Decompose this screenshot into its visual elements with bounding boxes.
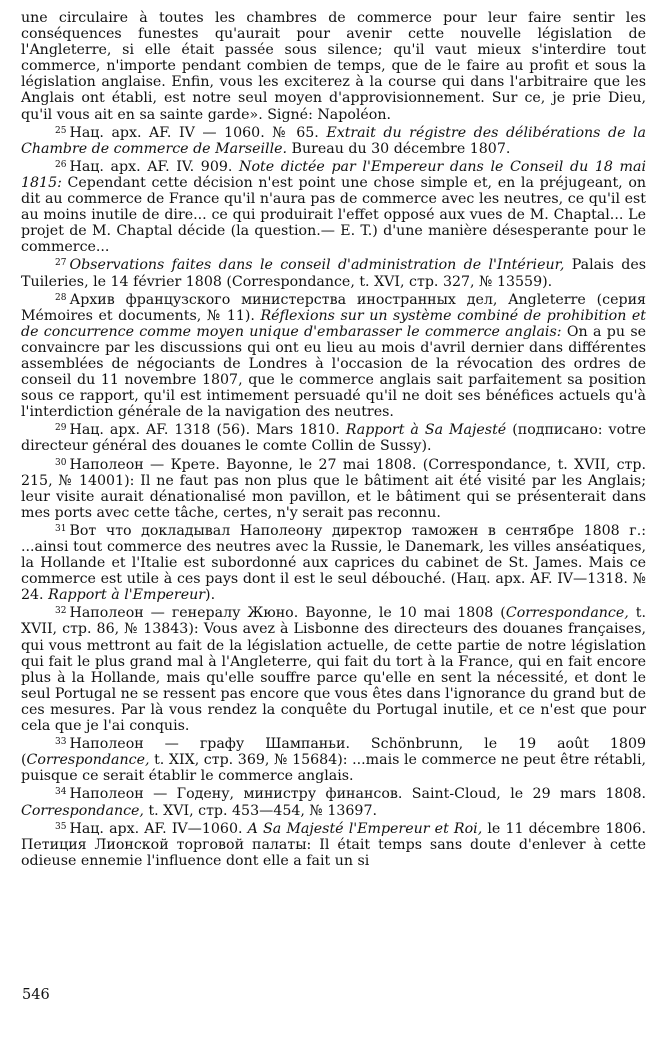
footnote-number: 25	[55, 125, 67, 136]
footnote-italic-text: A Sa Majesté l'Empereur et Roi,	[247, 820, 483, 837]
footnote-italic-text: Extrait du régistre des délibérations de la Chambre de commerce de Marseille.	[21, 124, 646, 157]
footnote-text: On a pu se convaincre par les discussions qui ont eu lieu au mois d'avril dernier dans différentes assemblées de négociants de Londres à l'occasion de la révocation des ordres de conseil du 11 novembre 1807, que le commerce anglais sait parfaitement sa position sous ce rapport, qu'il est intimement persuadé qu'il ne doit ses bénéfices actuels qu'à l'interdiction générale de la navigation des neutres.	[21, 323, 646, 421]
footnote-italic-text: Rapport à Sa Majesté	[345, 422, 507, 439]
footnote-number: 34	[55, 787, 67, 798]
footnote-italic-text: Réflexions sur un système combiné de prohibition et de concurrence comme moyen unique d'embarasser le commerce anglais:	[21, 307, 646, 340]
footnote-32	[21, 603, 646, 734]
footnote-text: Вот что докладывал Наполеону директор таможен в сентябре 1808 г.: ...ainsi tout commerce des neutres avec la Russie, le Danemark, les villes anséatiques, la Hollande et l'Italie est subordonné aux caprices du cabinet de St. James. Mais ce commerce est utile à ces pays dont il est le seul débouché. (Нац. арх. AF. IV—1318. № 24.	[21, 522, 646, 604]
footnote-text: Bureau du 30 décembre 1807.	[287, 140, 511, 157]
footnote-italic-text: Correspondance,	[505, 605, 629, 622]
footnote-26	[21, 157, 646, 256]
footnote-33	[21, 734, 646, 784]
footnote-text: t. XIX, стр. 369, № 15684): ...mais le commerce ne peut être rétabli, puisque ce serait établir le commerce anglais.	[21, 752, 646, 785]
footnote-italic-text: Observations faites dans le conseil d'administration de l'Intérieur,	[69, 257, 565, 274]
footnote-text: le 11 décembre 1806. Петиция Лионской торговой палаты: Il était temps sans doute d'enlever à cette odieuse ennemie l'influence dont elle a fait un si	[21, 820, 646, 869]
footnote-number: 26	[55, 159, 67, 170]
footnote-number: 32	[55, 606, 67, 617]
footnote-text: Cependant cette décision n'est point une chose simple et, en la préjugeant, on dit au commerce de France qu'il n'aura pas de commerce avec les neutres, ce qu'il est au moins inutile de dire... ce qui produirait l'effet opposé aux vues de M. Chaptal... Le projet de M. Chaptal décide (la question.— E. T.) d'une manière désesperante pour le commerce...	[21, 174, 646, 256]
footnote-text: Наполеон — Крете. Bayonne, le 27 mai 1808. (Correspondance, t. XVII, стр. 215, № 14001): Il ne faut pas non plus que le bâtiment ait été visité par les Anglais; leur visite aurait dénationalisé mon pavillon, et le bâtiment qui se présenterait dans mes ports avec cette tâche, certes, n'y serait pas reconnu.	[21, 456, 646, 521]
footnotes	[21, 123, 646, 869]
footnote-text: Наполеон — генералу Жюно. Bayonne, le 10 mai 1808 (	[69, 605, 506, 622]
footnote-29	[21, 420, 646, 454]
footnote-text: Наполеон — Годену, министру финансов. Saint-Cloud, le 29 mars 1808.	[69, 786, 646, 803]
footnote-text: Архив французского министерства иностранных дел, Angleterre (серия Mémoires et documents, № 11).	[21, 291, 646, 324]
footnote-number: 29	[55, 423, 67, 434]
footnote-text: (подписано: votre directeur général des douanes le comte Collin de Sussy).	[21, 422, 646, 455]
footnote-number: 28	[55, 292, 67, 303]
page-number: 546	[22, 987, 50, 1003]
footnote-30	[21, 455, 646, 521]
footnote-text: Наполеон — графу Шампаньи. Schönbrunn, le 19 août 1809 (	[21, 736, 646, 769]
footnote-italic-text: Correspondance,	[26, 752, 150, 769]
footnote-italic-text: Correspondance,	[21, 802, 144, 819]
footnote-text: Нац. арх. AF. IV—1060.	[69, 820, 248, 837]
footnote-35	[21, 819, 646, 869]
top-paragraph: une circulaire à toutes les chambres de commerce pour leur faire sentir les conséquences funestes qu'aurait pour avenir cette nouvelle législation de l'Angleterre, si elle était passée sous silence; qu'il vaut mieux s'interdire tout commerce, n'importe pendant combien de temps, que de le faire au profit et sous la législation anglaise. Enfin, vous les exciterez à la course qui dans l'arbitraire que les Anglais ont établi, est notre seul moyen d'approvisionnement. Sur ce, je prie Dieu, qu'il vous ait en sa sainte garde». Signé: Napoléon.	[21, 10, 646, 123]
footnote-italic-text: Note dictée par l'Empereur dans le Conseil du 18 mai 1815:	[21, 158, 646, 191]
footnote-text: Palais des Tuileries, le 14 février 1808 (Correspondance, t. XVI, стр. 327, № 13559).	[21, 257, 646, 290]
footnote-34	[21, 784, 646, 818]
footnote-text: t. XVII, стр. 86, № 13843): Vous avez à Lisbonne des directeurs des douanes françaises, qui vous mettront au fait de la législation actuelle, de cette partie de notre législation qui fait le plus grand mal à l'Angleterre, qui fait du tort à la France, qui en fait encore plus à la Hollande, mais qu'elle souffre parce qu'elle en sent la nécessité, et dont le seul Portugal ne se ressent pas encore que vous êtes dans l'ignorance du grand but de ces mesures. Par là vous rendez la conquête du Portugal inutile, et ce n'est que pour cela que je l'ai conquis.	[21, 605, 646, 735]
footnote-number: 27	[55, 258, 67, 269]
footnote-text: Нац. арх. AF. IV — 1060. № 65.	[69, 124, 327, 141]
footnote-number: 31	[55, 523, 67, 534]
footnote-number: 33	[55, 737, 67, 748]
footnote-text: Нац. арх. AF. 1318 (56). Mars 1810.	[69, 422, 346, 439]
footnote-28	[21, 290, 646, 421]
footnote-number: 30	[55, 457, 67, 468]
footnote-27	[21, 255, 646, 289]
footnote-text: Нац. арх. AF. IV. 909.	[69, 158, 240, 175]
footnote-text: ).	[205, 587, 216, 604]
footnote-text: t. XVI, стр. 453—454, № 13697.	[143, 802, 377, 819]
footnote-31	[21, 521, 646, 603]
footnote-italic-text: Rapport à l'Empereur	[48, 587, 206, 604]
footnote-number: 35	[55, 821, 67, 832]
footnote-25	[21, 123, 646, 157]
text-block	[21, 10, 646, 869]
